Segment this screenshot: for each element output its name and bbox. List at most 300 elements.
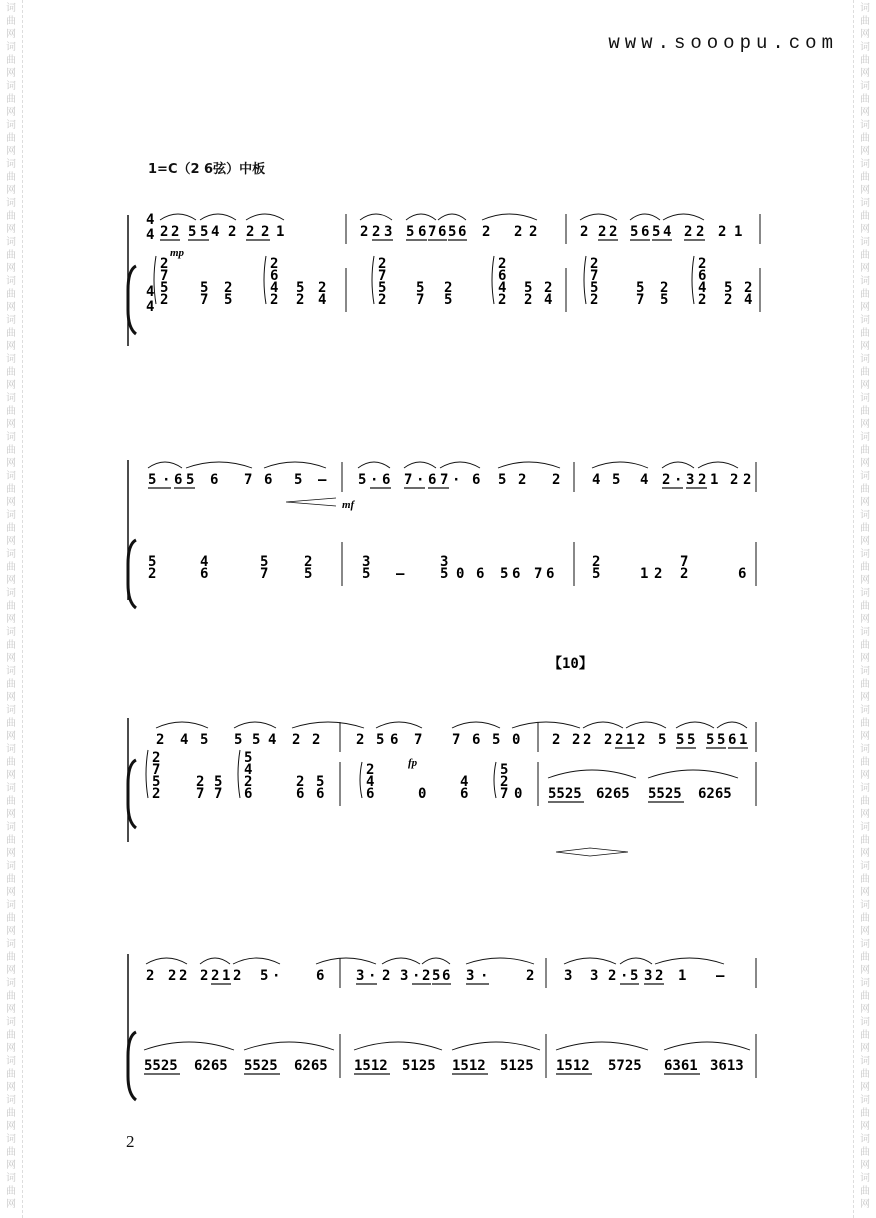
melody-note: 2 <box>526 968 535 984</box>
melody-note: 2 <box>246 224 255 240</box>
slur <box>466 958 534 964</box>
watermark-char: 词 <box>860 861 870 872</box>
melody-note: 3 <box>466 968 475 984</box>
melody-note: · <box>480 968 489 984</box>
bass-note: 6 <box>200 566 209 582</box>
bass-note: 2 <box>270 292 279 308</box>
watermark-char: 曲 <box>860 601 870 612</box>
bass-note: 5 <box>378 280 387 296</box>
bass-note: 5 <box>724 280 733 296</box>
bass-note: 2 <box>590 256 599 272</box>
melody-note: 2 <box>372 224 381 240</box>
bass-note: 2 <box>244 774 253 790</box>
watermark-char: 词 <box>6 315 16 326</box>
watermark-char: 网 <box>6 731 16 742</box>
bass-note: 4 <box>200 554 209 570</box>
bass-note: 5 <box>524 280 533 296</box>
melody-note: 5 <box>252 732 261 748</box>
watermark-char: 曲 <box>6 640 16 651</box>
chord-brace <box>238 750 240 798</box>
watermark-char: 词 <box>6 783 16 794</box>
bass-note: 5 <box>152 774 161 790</box>
slur <box>233 958 280 964</box>
watermark-char: 网 <box>6 1004 16 1015</box>
slur <box>698 462 738 468</box>
melody-note: 5 <box>652 224 661 240</box>
bass-note: 7 <box>500 786 509 802</box>
bass-note: 5 <box>590 280 599 296</box>
watermark-char: 网 <box>6 107 16 118</box>
watermark-char: 网 <box>6 302 16 313</box>
watermark-char: 网 <box>860 224 870 235</box>
bass-note: 6 <box>316 786 325 802</box>
watermark-char: 网 <box>860 614 870 625</box>
slur <box>655 958 724 964</box>
watermark-char: 网 <box>6 1082 16 1093</box>
bass-note: 2 <box>592 554 601 570</box>
watermark-char: 曲 <box>6 991 16 1002</box>
watermark-char: 词 <box>6 978 16 989</box>
melody-note: 2 <box>482 224 491 240</box>
slur <box>382 958 420 964</box>
watermark-char: 词 <box>6 354 16 365</box>
watermark-char: 词 <box>860 3 870 14</box>
slur <box>264 462 326 468</box>
watermark-char: 网 <box>6 68 16 79</box>
watermark-char: 网 <box>6 146 16 157</box>
watermark-char: 词 <box>860 393 870 404</box>
bass-note: 0 <box>418 786 427 802</box>
bass-note: 6 <box>698 268 707 284</box>
melody-note: · <box>674 472 683 488</box>
slur <box>580 214 617 220</box>
watermark-char: 词 <box>6 1056 16 1067</box>
melody-note: 5 <box>200 732 209 748</box>
slur <box>200 214 236 220</box>
watermark-char: 曲 <box>860 133 870 144</box>
melody-note: 1 <box>710 472 719 488</box>
bass-note: 5 <box>500 566 509 582</box>
melody-note: 7 <box>244 472 253 488</box>
bass-note: 2 <box>378 292 387 308</box>
bass-note: 1512 <box>452 1058 486 1074</box>
watermark-char: 网 <box>6 965 16 976</box>
bass-note: 3 <box>362 554 371 570</box>
watermark-char: 网 <box>860 107 870 118</box>
watermark-char: 词 <box>6 861 16 872</box>
time-signature-bottom: 4 <box>146 227 155 243</box>
bass-note: 2 <box>590 292 599 308</box>
watermark-char: 词 <box>6 510 16 521</box>
melody-note: 2 <box>609 224 618 240</box>
watermark-char: 网 <box>6 887 16 898</box>
melody-note: 2 <box>655 968 664 984</box>
bass-note: 4 <box>698 280 707 296</box>
watermark-char: 词 <box>6 900 16 911</box>
slur <box>406 214 436 220</box>
watermark-char: 词 <box>860 744 870 755</box>
watermark-char: 曲 <box>6 718 16 729</box>
watermark-char: 网 <box>6 380 16 391</box>
watermark-char: 曲 <box>860 1147 870 1158</box>
watermark-char: 网 <box>860 575 870 586</box>
watermark-char: 词 <box>860 1095 870 1106</box>
melody-note: 7 <box>428 224 437 240</box>
melody-note: 5 <box>200 224 209 240</box>
bass-note: 4 <box>744 292 753 308</box>
bass-note: 0 <box>514 786 523 802</box>
melody-note: 2 <box>552 472 561 488</box>
watermark-char: 词 <box>860 81 870 92</box>
watermark-char: 词 <box>860 1056 870 1067</box>
watermark-char: 曲 <box>860 250 870 261</box>
melody-note: 2 <box>168 968 177 984</box>
watermark-char: 曲 <box>6 1108 16 1119</box>
melody-note: 6 <box>438 224 447 240</box>
slur <box>354 1042 442 1050</box>
bass-note: 5525 <box>648 786 682 802</box>
watermark-char: 词 <box>6 1134 16 1145</box>
watermark-char: 网 <box>6 419 16 430</box>
bass-note: 7 <box>200 292 209 308</box>
watermark-char: 网 <box>6 341 16 352</box>
watermark-char: 网 <box>860 341 870 352</box>
bass-note: 6 <box>460 786 469 802</box>
melody-note: 5 <box>658 732 667 748</box>
watermark-char: 词 <box>6 432 16 443</box>
watermark-char: 词 <box>860 900 870 911</box>
bass-note: 5725 <box>608 1058 642 1074</box>
rehearsal-mark: 【10】 <box>548 656 593 672</box>
bass-note: 3613 <box>710 1058 744 1074</box>
melody-note: 2 <box>228 224 237 240</box>
chord-brace <box>692 256 694 304</box>
watermark-char: 网 <box>6 1121 16 1132</box>
watermark-char: 曲 <box>860 55 870 66</box>
melody-note: 2 <box>422 968 431 984</box>
slur <box>664 1042 750 1050</box>
melody-note: 1 <box>276 224 285 240</box>
watermark-char: 词 <box>860 1134 870 1145</box>
watermark-char: 词 <box>860 510 870 521</box>
watermark-char: 词 <box>860 705 870 716</box>
watermark-char: 网 <box>860 692 870 703</box>
bass-note: 1512 <box>354 1058 388 1074</box>
melody-note: 5 <box>186 472 195 488</box>
melody-note: 5 <box>706 732 715 748</box>
watermark-char: 词 <box>860 471 870 482</box>
watermark-char: 曲 <box>6 679 16 690</box>
watermark-char: 网 <box>6 263 16 274</box>
bass-note: 5 <box>636 280 645 296</box>
slur <box>246 214 284 220</box>
melody-note: 2 <box>261 224 270 240</box>
watermark-char: 曲 <box>860 16 870 27</box>
watermark-char: 词 <box>6 42 16 53</box>
melody-note: 6 <box>458 224 467 240</box>
bass-note: 7 <box>378 268 387 284</box>
melody-note: 6 <box>728 732 737 748</box>
melody-note: 4 <box>211 224 220 240</box>
watermark-char: 曲 <box>6 55 16 66</box>
bass-note: 4 <box>544 292 553 308</box>
melody-note: 5 <box>630 968 639 984</box>
watermark-char: 网 <box>860 29 870 40</box>
melody-note: 5 <box>687 732 696 748</box>
watermark-char: 词 <box>6 237 16 248</box>
bass-note: 2 <box>270 256 279 272</box>
watermark-char: 词 <box>860 666 870 677</box>
melody-note: 2 <box>356 732 365 748</box>
slur <box>648 770 738 778</box>
bass-note: 6265 <box>596 786 630 802</box>
melody-note: 2 <box>743 472 752 488</box>
slur <box>358 462 390 468</box>
bass-note: 1512 <box>556 1058 590 1074</box>
bass-note: 4 <box>270 280 279 296</box>
bass-note: 7 <box>152 762 161 778</box>
melody-note: 3 <box>590 968 599 984</box>
watermark-char: 曲 <box>6 367 16 378</box>
chord-brace <box>360 762 362 798</box>
slur <box>234 722 276 728</box>
watermark-char: 曲 <box>860 1030 870 1041</box>
melody-note: 2 <box>730 472 739 488</box>
bass-note: 2 <box>196 774 205 790</box>
bass-note: 2 <box>378 256 387 272</box>
watermark-char: 网 <box>860 809 870 820</box>
watermark-char: 曲 <box>6 406 16 417</box>
watermark-char: 网 <box>860 770 870 781</box>
watermark-char: 网 <box>860 419 870 430</box>
watermark-char: 曲 <box>860 211 870 222</box>
watermark-char: 网 <box>860 146 870 157</box>
watermark-char: 网 <box>860 497 870 508</box>
watermark-char: 词 <box>860 198 870 209</box>
slur <box>548 770 636 778</box>
watermark-char: 词 <box>6 198 16 209</box>
watermark-char: 曲 <box>860 289 870 300</box>
melody-note: 2 <box>604 732 613 748</box>
watermark-char: 词 <box>860 588 870 599</box>
slur <box>404 462 436 468</box>
watermark-char: 词 <box>6 1173 16 1184</box>
watermark-char: 网 <box>6 1199 16 1210</box>
slur <box>148 462 182 468</box>
melody-note: 2 <box>598 224 607 240</box>
bass-note: 6 <box>366 786 375 802</box>
watermark-char: 网 <box>860 731 870 742</box>
melody-note: 3 <box>400 968 409 984</box>
watermark-char: 曲 <box>860 991 870 1002</box>
watermark-char: 网 <box>860 965 870 976</box>
key-signature-label: 1=C（2 6弦）中板 <box>148 162 266 177</box>
slur <box>556 1042 648 1050</box>
slur <box>186 462 252 468</box>
watermark-char: 词 <box>6 549 16 560</box>
melody-note: 6 <box>472 472 481 488</box>
swell-hairpin <box>556 848 628 856</box>
melody-note: · <box>368 968 377 984</box>
bass-note: 2 <box>698 292 707 308</box>
bass-note: 2 <box>498 292 507 308</box>
melody-note: 2 <box>684 224 693 240</box>
watermark-char: 曲 <box>860 640 870 651</box>
watermark-char: 网 <box>860 185 870 196</box>
melody-note: 2 <box>160 224 169 240</box>
bass-note: 5 <box>316 774 325 790</box>
watermark-char: 词 <box>6 120 16 131</box>
melody-note: 5 <box>717 732 726 748</box>
watermark-char: 曲 <box>860 445 870 456</box>
melody-note: 2 <box>637 732 646 748</box>
watermark-char: 曲 <box>860 1186 870 1197</box>
bass-note: 5 <box>260 554 269 570</box>
bass-note: 2 <box>318 280 327 296</box>
slur <box>482 214 537 220</box>
watermark-char: 曲 <box>6 1030 16 1041</box>
watermark-char: 词 <box>6 3 16 14</box>
watermark-char: 曲 <box>6 133 16 144</box>
watermark-char: 曲 <box>860 796 870 807</box>
bass-note: 5 <box>200 280 209 296</box>
bass-note: 6 <box>270 268 279 284</box>
melody-note: · <box>412 968 421 984</box>
melody-note: 5 <box>148 472 157 488</box>
watermark-char: 词 <box>6 393 16 404</box>
staff-brace <box>128 1032 136 1100</box>
slur <box>440 462 480 468</box>
slur <box>630 214 660 220</box>
melody-note: 4 <box>592 472 601 488</box>
bass-note: 6 <box>498 268 507 284</box>
bass-note: 4 <box>318 292 327 308</box>
melody-note: 2 <box>179 968 188 984</box>
melody-note: 4 <box>640 472 649 488</box>
bass-note: 2 <box>152 750 161 766</box>
watermark-char: 曲 <box>860 523 870 534</box>
watermark-char: 曲 <box>860 562 870 573</box>
bass-note: 7 <box>590 268 599 284</box>
slur <box>146 958 187 964</box>
watermark-char: 网 <box>860 1043 870 1054</box>
melody-note: 7 <box>414 732 423 748</box>
bass-note: 3 <box>440 554 449 570</box>
melody-note: – <box>318 472 327 488</box>
bass-note: 2 <box>160 256 169 272</box>
chord-brace <box>146 750 148 798</box>
staff-brace <box>128 760 136 828</box>
slur <box>292 722 364 728</box>
watermark-char: 网 <box>860 848 870 859</box>
bass-note: 5 <box>224 292 233 308</box>
watermark-char: 曲 <box>6 874 16 885</box>
slur <box>452 1042 540 1050</box>
watermark-char: 曲 <box>6 523 16 534</box>
chord-brace <box>494 762 496 798</box>
melody-note: 3 <box>686 472 695 488</box>
melody-note: 6 <box>174 472 183 488</box>
melody-note: 3 <box>356 968 365 984</box>
watermark-char: 网 <box>860 887 870 898</box>
slur <box>662 462 694 468</box>
melody-note: 5 <box>492 732 501 748</box>
melody-note: 7 <box>404 472 413 488</box>
melody-note: 5 <box>260 968 269 984</box>
bass-note: 7 <box>416 292 425 308</box>
watermark-char: 词 <box>6 159 16 170</box>
bass-note: 2 <box>524 292 533 308</box>
watermark-char: 网 <box>860 536 870 547</box>
melody-note: 5 <box>294 472 303 488</box>
melody-note: 1 <box>222 968 231 984</box>
melody-note: 2 <box>233 968 242 984</box>
bass-note: 2 <box>148 566 157 582</box>
bass-note: 6265 <box>294 1058 328 1074</box>
watermark-char: 曲 <box>860 874 870 885</box>
watermark-char: 词 <box>860 42 870 53</box>
melody-note: – <box>716 968 725 984</box>
bass-note: 6 <box>476 566 485 582</box>
watermark-char: 曲 <box>6 952 16 963</box>
melody-note: 2 <box>171 224 180 240</box>
watermark-char: 网 <box>860 302 870 313</box>
watermark-char: 网 <box>6 497 16 508</box>
bass-note: 2 <box>500 774 509 790</box>
watermark-char: 曲 <box>6 211 16 222</box>
watermark-char: 词 <box>860 978 870 989</box>
watermark-char: 词 <box>860 822 870 833</box>
melody-note: · <box>272 968 281 984</box>
melody-note: 1 <box>734 224 743 240</box>
watermark-char: 曲 <box>6 835 16 846</box>
bass-note: 2 <box>724 292 733 308</box>
bass-note: 4 <box>366 774 375 790</box>
slur <box>200 958 230 964</box>
bass-note: 5125 <box>402 1058 436 1074</box>
watermark-char: 网 <box>860 1082 870 1093</box>
watermark-char: 曲 <box>860 952 870 963</box>
watermark-char: 网 <box>6 29 16 40</box>
bass-note: 5 <box>214 774 223 790</box>
melody-note: 5 <box>358 472 367 488</box>
melody-note: 2 <box>382 968 391 984</box>
bass-note: 0 <box>456 566 465 582</box>
melody-note: 2 <box>146 968 155 984</box>
melody-note: 3 <box>644 968 653 984</box>
site-url[interactable]: www.sooopu.com <box>608 32 838 54</box>
slur <box>452 722 500 728</box>
bass-note: 5525 <box>244 1058 278 1074</box>
slur <box>360 214 392 220</box>
watermark-char: 网 <box>860 380 870 391</box>
bass-note: 5 <box>362 566 371 582</box>
melody-note: 7 <box>452 732 461 748</box>
watermark-char: 网 <box>6 770 16 781</box>
watermark-char: 词 <box>860 783 870 794</box>
bass-note: 5 <box>304 566 313 582</box>
slur <box>717 722 747 728</box>
watermark-char: 曲 <box>6 562 16 573</box>
time-signature-top: 4 <box>146 212 155 228</box>
watermark-char: 网 <box>860 68 870 79</box>
bass-note: 5 <box>244 750 253 766</box>
watermark-char: 网 <box>6 692 16 703</box>
watermark-char: 词 <box>6 471 16 482</box>
watermark-char: 曲 <box>6 1069 16 1080</box>
watermark-char: 网 <box>6 1043 16 1054</box>
melody-note: 5 <box>448 224 457 240</box>
